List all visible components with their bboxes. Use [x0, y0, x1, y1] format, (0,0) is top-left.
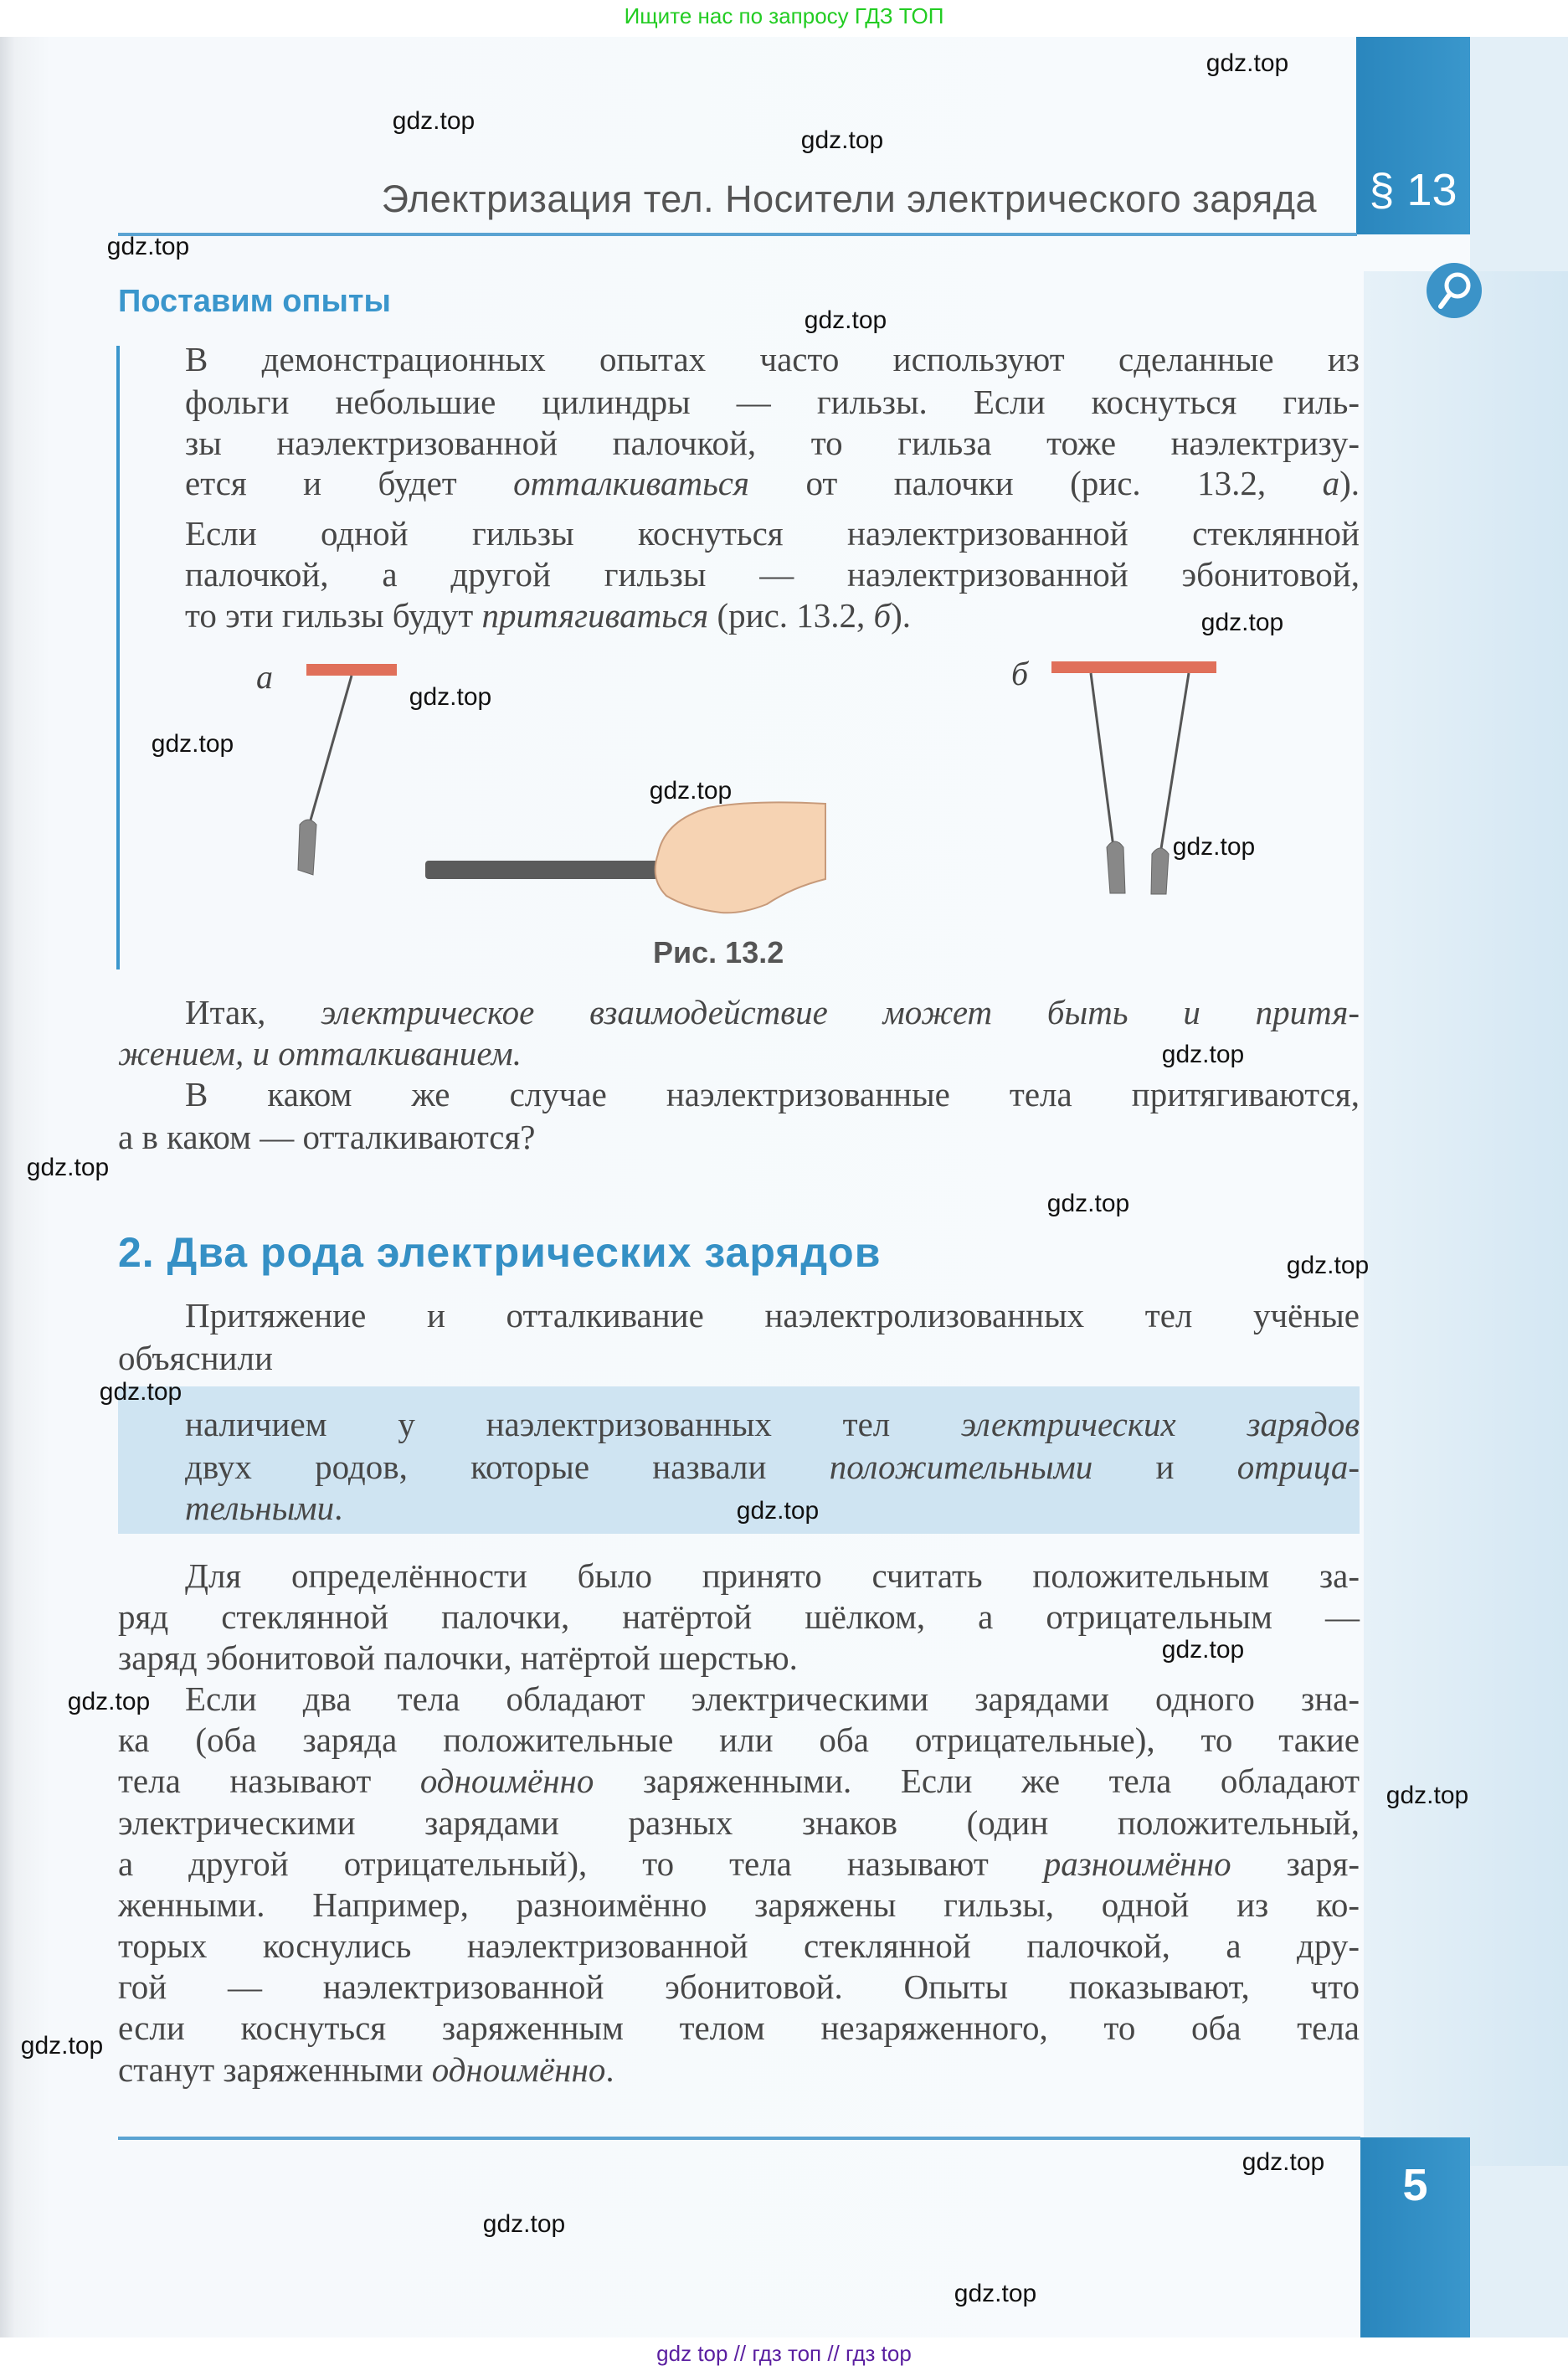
experiment-heading: Поставим опыты [118, 284, 391, 319]
text-line [185, 1404, 1360, 1444]
figure-caption: Рис. 13.2 [653, 935, 784, 969]
text-segment: женными. Например, разноимённо заряжены гильзы, одной из ко- [118, 1885, 1360, 1924]
text-line [118, 1638, 798, 1678]
text-segment: то эти гильзы будут [185, 596, 482, 635]
text-line [118, 2049, 614, 2090]
text-segment: В каком же случае наэлектризованные тела притягиваются, [185, 1075, 1360, 1113]
watermark-text: gdz.top [67, 1688, 151, 1715]
emphasis-text: одноимённо [419, 1761, 594, 1800]
text-segment: гой — наэлектризованной эбонитовой. Опыты показывают, что [118, 1967, 1360, 2006]
text-segment: Итак, [185, 993, 321, 1031]
figure-label-b: б [1011, 655, 1029, 692]
emphasis-text: а [1322, 464, 1340, 502]
text-segment: Притяжение и отталкивание наэлектролизованных тел учёные [185, 1296, 1360, 1335]
figure-rod-hand [425, 802, 825, 913]
text-segment: заряженными. Если же тела обладают [594, 1761, 1360, 1800]
figure-label-a: а [256, 658, 273, 696]
thread [308, 676, 352, 829]
text-line [118, 1033, 522, 1073]
text-line [118, 1926, 1360, 1966]
watermark-text: gdz.top [99, 1378, 183, 1406]
watermark-text: gdz.top [649, 777, 733, 805]
section-number: § 13 [1369, 165, 1457, 215]
bottom-banner: gdz top // гдз топ // гдз top [656, 2341, 912, 2366]
watermark-text: gdz.top [20, 2032, 104, 2060]
text-line [118, 1967, 1360, 2007]
text-line [185, 1295, 1360, 1335]
text-segment: . [334, 1489, 343, 1527]
watermark-text: gdz.top [26, 1154, 110, 1181]
text-line [185, 1556, 1360, 1596]
text-line [118, 1597, 1360, 1637]
rod [425, 861, 658, 879]
emphasis-text: положительными [829, 1448, 1093, 1486]
text-segment: (рис. 13.2, [708, 596, 874, 635]
text-line [185, 1488, 342, 1528]
text-line [118, 1844, 1360, 1884]
text-segment: наличием у наэлектризованных тел [185, 1405, 961, 1443]
text-segment: от палочки (рис. 13.2, [749, 464, 1323, 502]
text-line [118, 1803, 1360, 1843]
thread [1160, 673, 1189, 854]
emphasis-text: отталкиваться [513, 464, 749, 502]
text-line [118, 2008, 1360, 2048]
text-line [118, 1117, 536, 1157]
hand [655, 802, 825, 913]
text-segment: заря- [1231, 1844, 1360, 1883]
watermark-text: gdz.top [1161, 1041, 1245, 1068]
text-segment: зы наэлектризованной палочкой, то гильза тоже наэлектризу- [185, 424, 1360, 462]
text-segment: палочкой, а другой гильзы — наэлектризованной эбонитовой, [185, 555, 1360, 594]
chapter-title: Электризация тел. Носители электрического заряда [381, 177, 1317, 220]
watermark-text: gdz.top [151, 730, 234, 758]
text-line [118, 1761, 1360, 1801]
watermark-text: gdz.top [954, 2280, 1037, 2307]
text-line [118, 1338, 273, 1378]
watermark-text: gdz.top [1200, 609, 1284, 636]
watermark-text: gdz.top [1046, 1190, 1130, 1217]
text-segment: ется и будет [185, 464, 514, 502]
text-segment: фольги небольшие цилиндры — гильзы. Если коснуться гиль- [185, 383, 1360, 421]
text-line [185, 1447, 1360, 1487]
text-segment: станут заряженными [118, 2050, 432, 2089]
emphasis-text: б [873, 596, 892, 635]
text-line [185, 1679, 1360, 1719]
text-segment: а другой отрицательный), то тела называют [118, 1844, 1044, 1883]
emphasis-text: электрическое взаимодействие может быть и притя- [321, 993, 1360, 1031]
watermark-text: gdz.top [1206, 49, 1289, 77]
top-banner: Ищите нас по запросу ГДЗ ТОП [624, 3, 944, 28]
text-segment: . [605, 2050, 614, 2089]
foil-sleeve [1107, 841, 1125, 893]
watermark-text: gdz.top [804, 306, 887, 334]
text-segment: а в каком — отталкиваются? [118, 1118, 536, 1156]
emphasis-text: тельными [185, 1489, 335, 1527]
text-segment: Если два тела обладают электрическими зарядами одного зна- [185, 1679, 1360, 1718]
text-segment: если коснуться заряженным телом незаряженного, то оба тела [118, 2008, 1360, 2047]
margin-strip-bottom [1470, 2166, 1568, 2337]
holder-bar [306, 664, 397, 676]
text-segment: и [1092, 1448, 1237, 1486]
foil-sleeve [1151, 848, 1169, 894]
watermark-text: gdz.top [1286, 1252, 1370, 1279]
text-segment: тела называют [118, 1761, 420, 1800]
text-segment: Если одной гильзы коснуться наэлектризованной стеклянной [185, 514, 1360, 553]
figure-13-2 [0, 0, 1568, 1005]
figure-a [256, 658, 397, 875]
watermark-text: gdz.top [1242, 2148, 1325, 2176]
text-segment: ка (оба заряда положительные или оба отрицательные), то такие [118, 1720, 1360, 1759]
emphasis-text: отрица- [1236, 1448, 1360, 1486]
emphasis-text: притягиваться [481, 596, 709, 635]
text-segment: ряд стеклянной палочки, натёртой шёлком, а отрицательным — [118, 1597, 1360, 1636]
watermark-text: gdz.top [1172, 833, 1256, 861]
watermark-text: gdz.top [736, 1497, 820, 1525]
text-segment: Для определённости было принято считать положительным за- [185, 1556, 1360, 1595]
text-line [118, 1885, 1360, 1925]
text-segment: В демонстрационных опытах часто используют сделанные из [185, 340, 1360, 378]
watermark-text: gdz.top [1161, 1636, 1245, 1664]
text-line [185, 1074, 1360, 1114]
text-line [118, 1720, 1360, 1760]
watermark-text: gdz.top [482, 2210, 566, 2238]
watermark-text: gdz.top [1385, 1782, 1469, 1809]
watermark-text: gdz.top [106, 233, 190, 260]
foil-sleeve [298, 820, 316, 875]
emphasis-text: одноимённо [431, 2050, 606, 2089]
watermark-text: gdz.top [800, 126, 884, 154]
text-segment: торых коснулись наэлектризованной стеклянной палочкой, а дру- [118, 1926, 1360, 1965]
page-number: 5 [1402, 2160, 1428, 2210]
emphasis-text: электрических зарядов [961, 1405, 1360, 1443]
text-segment: ). [1339, 464, 1360, 502]
text-segment: электрическими зарядами разных знаков (один положительный, [118, 1803, 1360, 1842]
thread [1091, 673, 1113, 847]
watermark-text: gdz.top [392, 107, 476, 135]
emphasis-text: разноимённо [1043, 1844, 1231, 1883]
footer-divider [118, 2137, 1360, 2140]
text-segment: объяснили [118, 1339, 273, 1377]
emphasis-text: жением, и отталкиванием. [118, 1034, 522, 1072]
holder-bar [1051, 661, 1216, 673]
text-segment: ). [891, 596, 912, 635]
text-segment: заряд эбонитовой палочки, натёртой шерстью. [118, 1638, 798, 1677]
watermark-text: gdz.top [409, 683, 492, 711]
section-heading: 2. Два рода электрических зарядов [118, 1229, 882, 1276]
page-number-tab [1360, 2137, 1470, 2337]
text-segment: двух родов, которые назвали [185, 1448, 830, 1486]
